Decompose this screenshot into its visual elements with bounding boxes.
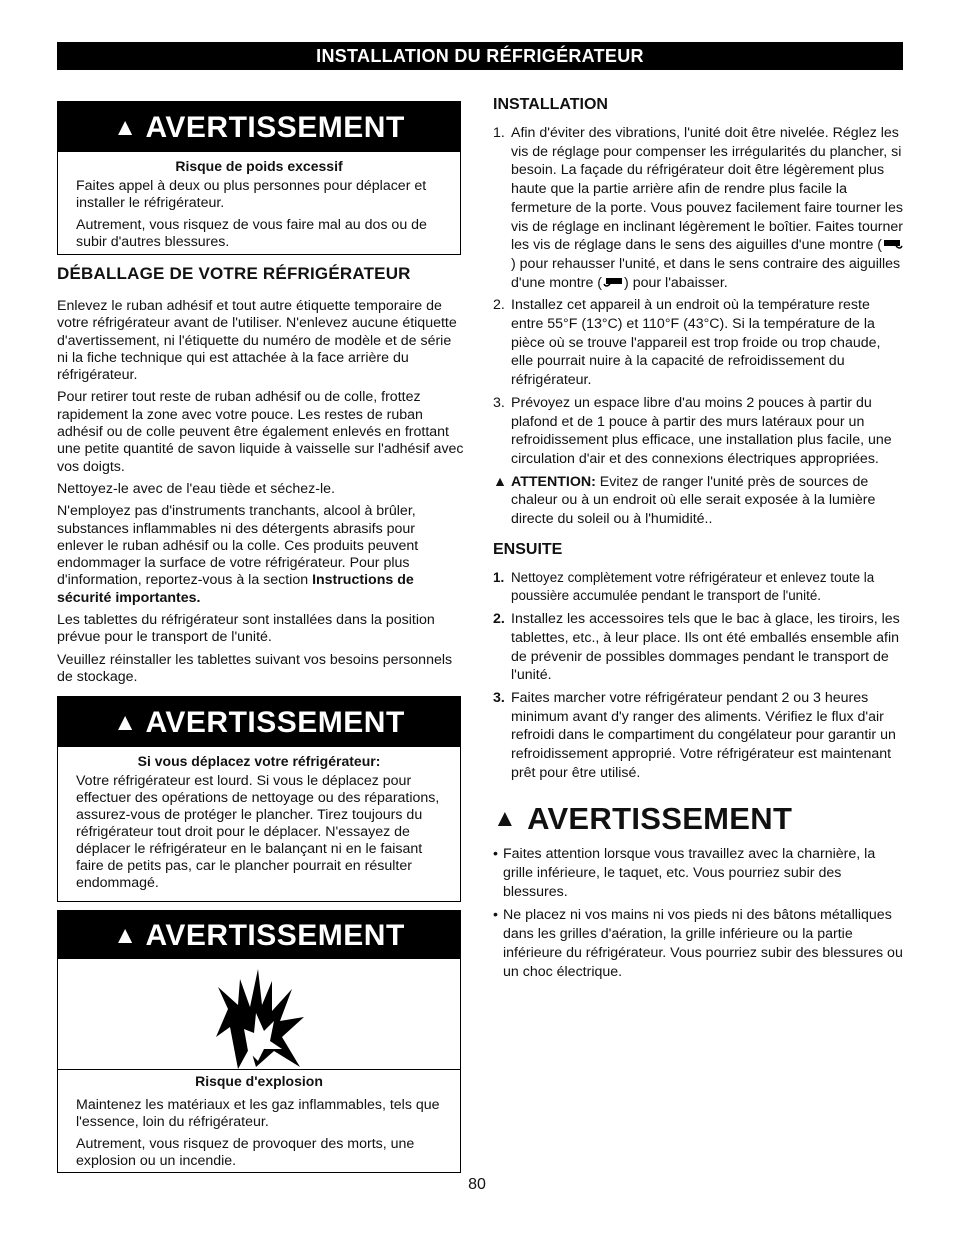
- paragraph: Enlevez le ruban adhésif et tout autre étiquette temporaire de votre réfrigérateur avant de l'utiliser. N'enlevez aucune étiquette d'avertissement, ni l'étiquette du numéro de modèle et de série ni la fiche technique qui est attachée à la face arrière du réfrigérateur.: [57, 298, 457, 384]
- paragraph-text: N'employez pas d'instruments tranchants, alcool à brûler, substances inflammables ni des détergents abrasifs pour enlever le ruban adhésif ou la colle. Ces produits peuvent endommager la surface de votre réfrigérateur. Pour plus d'information, reportez-vous à la section: [57, 503, 419, 589]
- warning-header: [58, 911, 460, 959]
- warning-subtitle: Risque de poids excessif: [175, 158, 343, 174]
- list-number: 1.: [493, 125, 505, 141]
- paragraph: Nettoyez-le avec de l'eau tiède et séchez-le.: [57, 480, 335, 497]
- attention-label: ATTENTION:: [511, 473, 596, 490]
- warning-text: Maintenez les matériaux et les gaz inflammables, tels que l'essence, loin du réfrigérateur.: [76, 1097, 440, 1130]
- list-text: Installez les accessoires tels que le bac à glace, les tiroirs, les tablettes, etc., à leur place. Ils ont été emballés ensemble afin de prévenir de possibles dommages pendant le transport de l'unité.: [511, 611, 900, 684]
- warning-box-weight: [57, 101, 461, 255]
- paragraph: Les tablettes du réfrigérateur sont installées dans la position prévue pour le transport de l'unité.: [57, 612, 435, 646]
- bullet-item: • Faites attention lorsque vous travaillez avec la charnière, la grille inférieure, le taquet, etc. Vous pourriez subir des blessures.: [493, 845, 905, 902]
- warning-text: Autrement, vous risquez de vous faire mal au dos ou de subir d'autres blessures.: [76, 217, 427, 250]
- warning-box-explosion: [57, 910, 461, 1173]
- list-number: 3.: [493, 394, 505, 411]
- warning-subtitle: Risque d'explosion: [195, 1073, 323, 1089]
- safety-reference: Instructions de sécurité importantes.: [57, 572, 414, 606]
- page-number: 80: [468, 1176, 486, 1193]
- list-item: [493, 569, 905, 606]
- list-number: 1.: [493, 569, 505, 585]
- next-list: [493, 569, 905, 783]
- section-header: [57, 42, 903, 70]
- paragraph: Pour retirer tout reste de ruban adhésif ou de colle, frottez rapidement la zone avec votre pouce. Les restes de ruban adhésif ou de colle peuvent être également enlevés en frottant une petite quantité de savon liquide à vaisselle sur l'adhésif avec vos doigts.: [57, 389, 464, 475]
- warning-title: AVERTISSEMENT: [145, 919, 405, 952]
- warning-text: Votre réfrigérateur est lourd. Si vous le déplacez pour effectuer des opérations de nettoyage ou des réparations, assurez-vous de protéger le plancher. Tirez toujours du réfrigérateur tout droit pour le déplacer. N'essayez de déplacer le réfrigérateur en le balançant ni en le faisant faire de petits pas, car le plancher pourrait en résulter endommagé.: [76, 773, 440, 891]
- warning-triangle-icon: ▲: [493, 804, 518, 832]
- attention-text: Evitez de ranger l'unité près de sources de chaleur ou à un endroit où elle serait exposée à la lumière directe du soleil ou à l'humidité..: [511, 473, 876, 528]
- installation-section: [493, 96, 905, 986]
- explosion-graphic-area: [58, 959, 460, 1070]
- list-item: [493, 689, 905, 783]
- bullet-item: • Ne placez ni vos mains ni vos pieds ni des bâtons métalliques dans les grilles d'aération, la grille inférieure ou la partie inférieure du réfrigérateur. Vous pourriez subir des blessures ou un choc électrique.: [493, 906, 905, 982]
- list-item: [493, 394, 905, 469]
- warning-title: AVERTISSEMENT: [145, 706, 405, 739]
- warning-header: [58, 697, 460, 747]
- list-text: Afin d'éviter des vibrations, l'unité doit être nivelée. Réglez les vis de réglage pour compenser les irrégularités du plancher, si besoin. La façade du réfrigérateur doit être légèrement plus haute que la partie arrière afin de rendre plus facile la fermeture de la porte. Vous pouvez facilement faire tourner les vis de réglage en inclinant légèrement le boîtier. Faites tourner les vis de réglage dans le sens des aiguilles d'une montre (: [511, 125, 903, 254]
- unpacking-section: [57, 264, 465, 691]
- list-text: ) pour l'abaisser.: [624, 274, 728, 291]
- list-text: Nettoyez complètement votre réfrigérateur et enlevez toute la poussière accumulée pendant le transport de l'unité.: [511, 569, 875, 604]
- list-item: [493, 296, 905, 390]
- section-title: INSTALLATION DU RÉFRIGÉRATEUR: [316, 46, 644, 66]
- list-number: 3.: [493, 689, 505, 706]
- list-text: ) pour rehausser l'unité, et dans le sens contraire des aiguilles d'une montre (: [511, 255, 901, 291]
- explosion-icon: [210, 967, 310, 1071]
- warning-triangle-icon: ▲: [113, 709, 138, 736]
- warning-subtitle: Si vous déplacez votre réfrigérateur:: [137, 753, 381, 769]
- warning-title: AVERTISSEMENT: [527, 800, 793, 836]
- list-text: Prévoyez un espace libre d'au moins 2 pouces à partir du plafond et de 1 pouce à partir des murs latéraux pour un refroidissement plus efficace, une installation plus facile, une circulation d'air et des connexions électriques appropriées.: [511, 394, 892, 467]
- clockwise-icon: [882, 238, 904, 250]
- paragraph: Veuillez réinstaller les tablettes suivant vos besoins personnels de stockage.: [57, 651, 453, 685]
- paragraph: [57, 503, 465, 607]
- unpacking-heading: DÉBALLAGE DE VOTRE RÉFRIGÉRATEUR: [57, 264, 411, 283]
- warning-text: Autrement, vous risquez de provoquer des morts, une explosion ou un incendie.: [76, 1136, 415, 1169]
- list-text: Faites marcher votre réfrigérateur pendant 2 ou 3 heures minimum avant d'y ranger des aliments. Vérifiez le flux d'air refroidi dans le compartiment du congélateur pour garantir un refroidissement approprié. Votre réfrigérateur est maintenant prêt pour être utilisé.: [511, 689, 896, 781]
- next-heading: ENSUITE: [493, 540, 563, 558]
- list-text: Installez cet appareil à un endroit où la température reste entre 55°F (13°C) et 110°F (43°C). Si la température de la pièce où se trouve l'appareil est trop froide ou trop chaude, elle pourrait nuire à la capacité de refroidissement du réfrigérateur.: [511, 297, 881, 389]
- warning-triangle-icon: ▲: [493, 473, 508, 490]
- warning-title: AVERTISSEMENT: [145, 111, 405, 144]
- warning-triangle-icon: ▲: [113, 114, 138, 141]
- attention-note: [493, 473, 905, 529]
- list-number: 2.: [493, 611, 505, 628]
- warning-triangle-icon: ▲: [113, 922, 138, 949]
- list-item: [493, 124, 905, 292]
- list-number: 2.: [493, 297, 505, 314]
- installation-heading: INSTALLATION: [493, 96, 608, 113]
- warning-heading: [493, 801, 905, 837]
- list-item: [493, 610, 905, 685]
- warning-box-moving: [57, 696, 461, 902]
- warning-text: Faites appel à deux ou plus personnes pour déplacer et installer le réfrigérateur.: [76, 178, 427, 211]
- counterclockwise-icon: [602, 276, 624, 288]
- installation-list: [493, 124, 905, 469]
- warning-bullets: [493, 845, 905, 982]
- warning-header: [58, 102, 460, 152]
